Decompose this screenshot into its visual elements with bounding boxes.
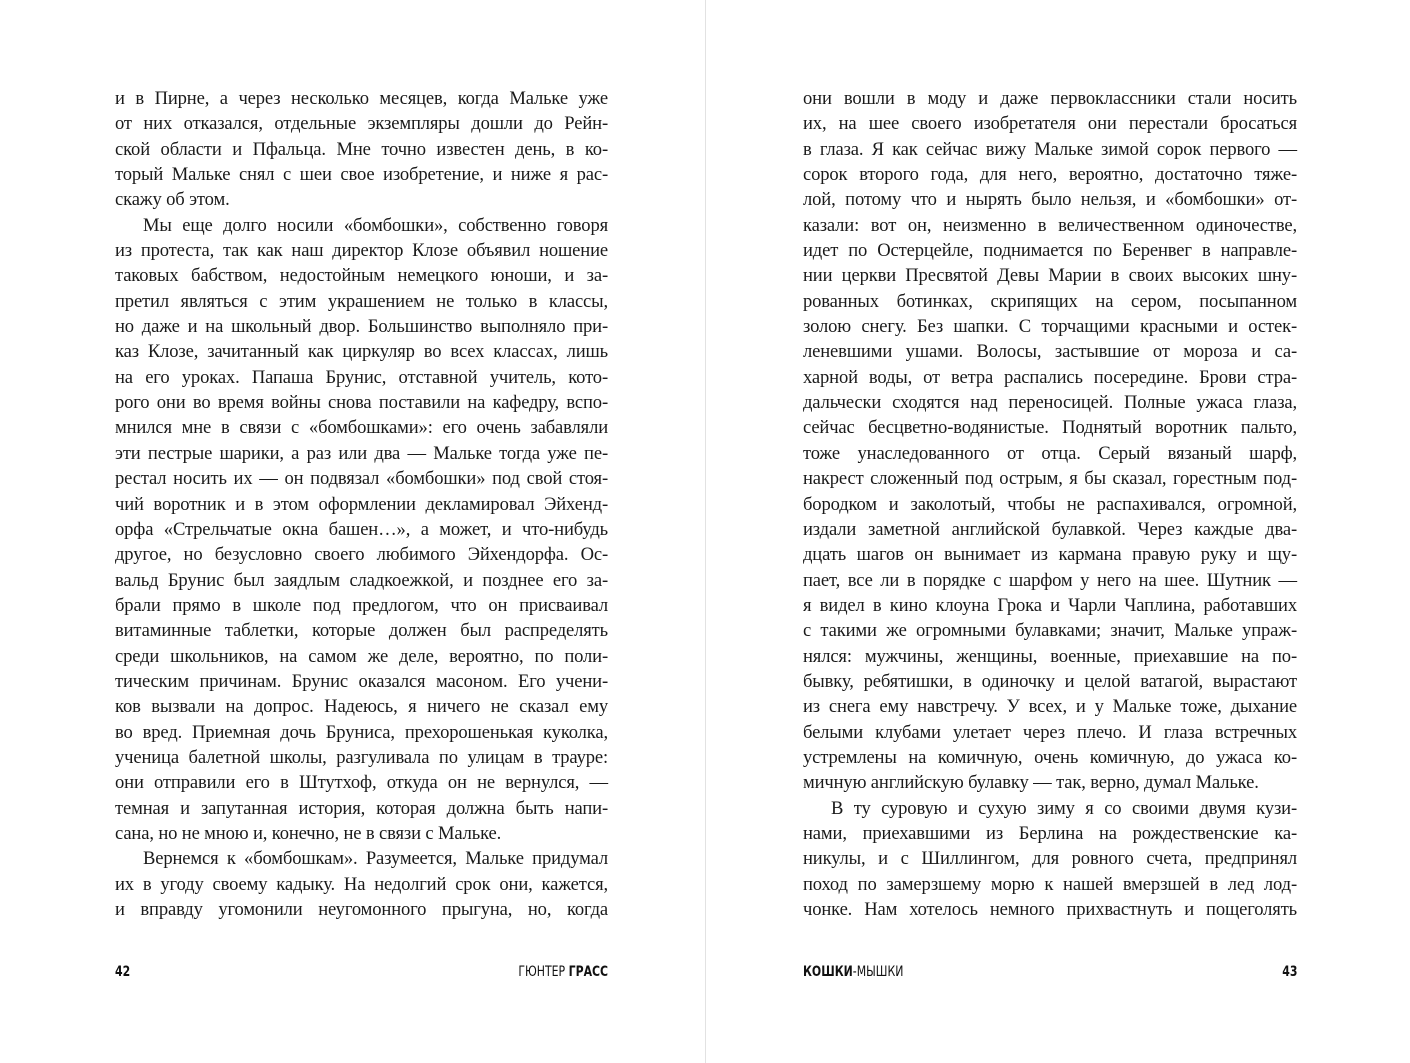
text-line: устремлены на комичную, очень комичную, до ужаса ко- [803, 746, 1297, 768]
text-line: скажу об этом. [115, 189, 230, 211]
text-line: нии церкви Пресвятой Девы Марии в своих высоких шну- [803, 265, 1297, 287]
text-line: золою снегу. Без шапки. С торчащими красными и остек- [803, 316, 1297, 338]
text-line: ученица балетной школы, разгуливала по улицам в трауре: [115, 746, 608, 768]
text-line: их в угоду своему кадыку. На недолгий срок они, кажется, [115, 873, 608, 895]
text-line: эти пестрые шарики, а раз или два — Мальке тогда уже пе- [115, 442, 608, 464]
text-line: белыми клубами улетает через плечо. И глаза встречных [803, 721, 1297, 743]
text-line: идет по Остерцейле, поднимается по Беренвег в направле- [803, 240, 1297, 262]
text-line: издали заметной английской булавкой. Через каждые два- [803, 518, 1297, 540]
text-line: мнился мне в связи с «бомбошками»: его очень забавляли [115, 417, 608, 439]
text-line: никулы, и с Шиллингом, для ровного счета, предпринял [803, 848, 1297, 870]
text-line: во вред. Приемная дочь Бруниса, прехорошенькая куколка, [115, 721, 608, 743]
text-line: рого они во время войны снова поставили на кафедру, вспо- [115, 392, 608, 414]
text-line: каз Клозе, зачитанный как циркуляр во всех классах, лишь [115, 341, 608, 363]
text-line: они вошли в моду и даже первоклассники стали носить [803, 88, 1297, 109]
text-line: в глаза. Я как сейчас вижу Мальке зимой сорок первого — [803, 138, 1297, 160]
author-last-name: ГРАСС [568, 964, 608, 980]
text-line: пает, все ли в порядке с шарфом у него на шее. Шутник — [803, 569, 1297, 591]
text-line: харной воды, от ветра распались посередине. Брови стра- [803, 366, 1297, 388]
text-line: Мы еще долго носили «бомбошки», собственно говоря [143, 214, 608, 236]
text-line: накрест сложенный под острым, я бы сказал, горестным под- [803, 468, 1297, 490]
text-line: дальчески сходятся над переносицей. Полные ужаса глаза, [803, 392, 1297, 414]
text-line: мичную английскую булавку — так, верно, думал Мальке. [803, 772, 1259, 794]
text-line: бородком и заколотый, чтобы не распахивался, огромной, [803, 493, 1297, 515]
right-page-text [803, 86, 1297, 922]
text-line: дцать шагов он вынимает из кармана правую руку и щу- [803, 544, 1297, 566]
author-first-name: ГЮНТЕР [518, 964, 569, 980]
text-line: тоже унаследованного от отца. Серый вязаный шарф, [803, 442, 1297, 464]
text-line: но даже и на школьный двор. Большинство выполняло при- [115, 316, 608, 338]
text-line: темная и запутанная история, которая должна быть напи- [115, 797, 608, 819]
text-line: чий воротник и в этом оформлении декламировал Эйхенд- [115, 493, 608, 515]
text-line: из протеста, так как наш директор Клозе объявил ношение [115, 240, 608, 262]
page-number-right: 43 [1281, 964, 1297, 980]
text-line: рованных ботинках, скрипящих на сером, посыпанном [803, 290, 1297, 312]
text-line: и вправду угомонили неугомонного прыгуна, но, когда [115, 899, 608, 920]
text-line: орфа «Стрельчатые окна башен…», а может, и что-нибудь [115, 518, 608, 540]
text-line: рестал носить их — он подвязал «бомбошки» под свой стоя- [115, 468, 608, 490]
text-line: и в Пирне, а через несколько месяцев, когда Мальке уже [115, 88, 608, 109]
page-gutter [705, 0, 706, 1063]
text-line: бывку, ребятишки, в одиночку и целой ватагой, вырастают [803, 670, 1297, 692]
text-line: поход по замерзшему морю к нашей вмерзшей в лед лод- [803, 873, 1297, 895]
text-line: сана, но не мною и, конечно, не в связи с Мальке. [115, 822, 502, 844]
text-line: брали прямо в школе под предлогом, что он присваивал [115, 594, 608, 616]
text-line: нялся: мужчины, женщины, военные, приехавшие на по- [803, 645, 1297, 667]
text-line: лой, потому что и нырять было нельзя, и «бомбошки» от- [803, 189, 1297, 211]
text-line: ков вызвали на допрос. Надеюсь, я ничего не сказал ему [115, 696, 608, 718]
text-line: они отправили его в Штутхоф, откуда он не вернулся, — [115, 772, 608, 794]
text-line: я видел в кино клоуна Грока и Чарли Чаплина, работавших [803, 594, 1297, 616]
text-line: сорок второго года, для него, вероятно, достаточно тяже- [803, 164, 1297, 186]
text-line: нами, приехавшими из Берлина на рождественские ка- [803, 822, 1297, 844]
text-line: вальд Брунис был заядлым сладкоежкой, и позднее его за- [115, 569, 608, 591]
text-line: их, на шее своего изобретателя они перестали бросаться [803, 113, 1297, 135]
text-line: Вернемся к «бомбошкам». Разумеется, Мальке придумал [143, 848, 608, 870]
running-head-author [518, 962, 608, 982]
title-first-word: КОШКИ [803, 964, 853, 980]
text-line: претил являться с этим украшением не только в классы, [115, 290, 608, 312]
text-line: таковых бабством, недостойным немецкого юноши, и за- [115, 265, 608, 287]
text-line: ской области и Пфальца. Мне точно известен день, в ко- [115, 138, 608, 160]
text-line: чонке. Нам хотелось немного прихвастнуть и пощеголять [803, 899, 1297, 920]
left-page-text [115, 86, 608, 922]
text-line: из снега ему навстречу. У всех, и у Мальке тоже, дыхание [803, 696, 1297, 718]
page-number-left: 42 [115, 964, 131, 980]
text-line: леневшими ушами. Волосы, застывшие от мороза и са- [803, 341, 1297, 363]
running-head-title [803, 962, 903, 982]
text-line: В ту суровую и сухую зиму я со своими двумя кузи- [831, 797, 1297, 819]
text-line: другое, но безусловно своего любимого Эйхендорфа. Ос- [115, 544, 608, 566]
text-line: витаминные таблетки, которые должен был распределять [115, 620, 608, 642]
text-line: на его уроках. Папаша Брунис, отставной учитель, кото- [115, 366, 608, 388]
text-line: с такими же огромными булавками; значит, Мальке упраж- [803, 620, 1297, 642]
text-line: казали: вот он, неизменно в величественном одиночестве, [803, 214, 1297, 236]
title-second-word: -МЫШКИ [852, 964, 904, 980]
text-line: тическим причинам. Брунис оказался масоном. Его учени- [115, 670, 608, 692]
text-line: от них отказался, отдельные экземпляры дошли до Рейн- [115, 113, 608, 135]
text-line: торый Мальке снял с шеи свое изобретение, и ниже я рас- [115, 164, 608, 186]
text-line: сейчас бесцветно-водянистые. Поднятый воротник пальто, [803, 417, 1297, 439]
text-line: среди школьников, на самом же деле, вероятно, по поли- [115, 645, 608, 667]
